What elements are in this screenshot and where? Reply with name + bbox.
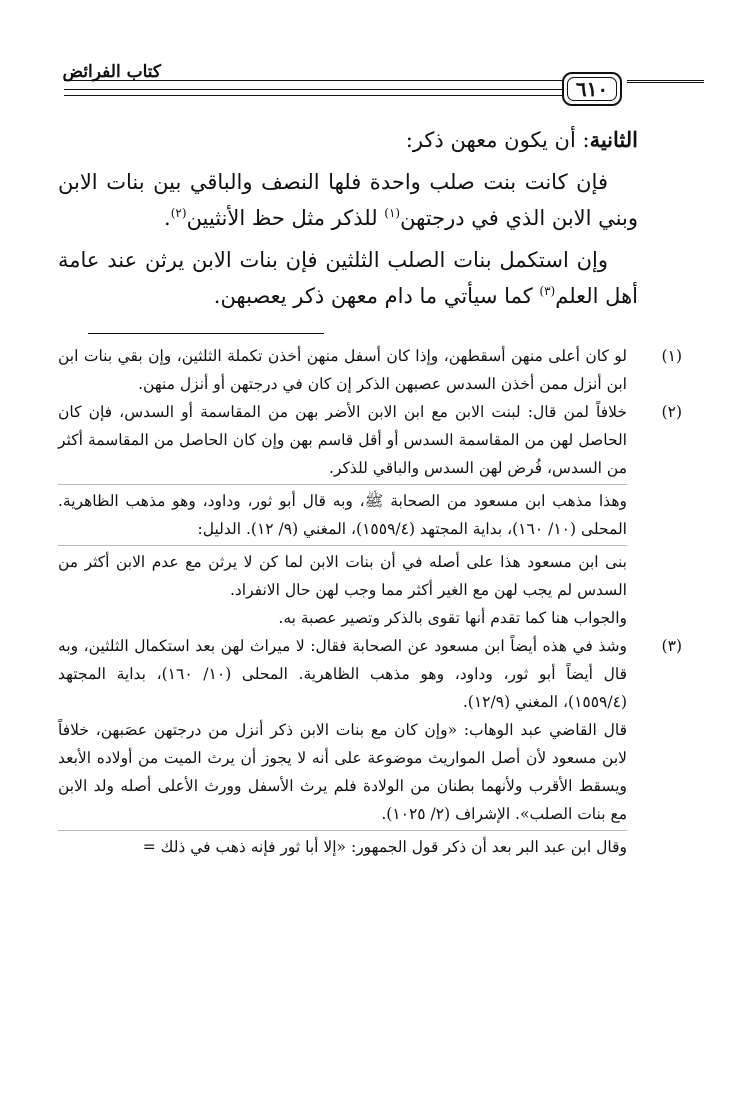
footnote-text: بنى ابن مسعود هذا على أصله في أن بنات الابن لما كن لا يرثن مع عدم الابن أكثر من السدس لم يجب لهن مع الغير أكثر مما وجب لهن حال الانفراد. <box>58 553 627 599</box>
footnote-2 <box>58 398 682 632</box>
page-number-text: ٦١٠ <box>575 77 609 101</box>
footnote-ref-1[interactable]: (١) <box>384 206 401 220</box>
paragraph-2-text-b: كما سيأتي ما دام معهن ذكر يعصبهن. <box>213 284 540 308</box>
footnote-1 <box>58 342 682 398</box>
header-rule-thin <box>64 95 582 96</box>
footnote-separator <box>88 333 324 334</box>
footnote-text: وقال ابن عبد البر بعد أن ذكر قول الجمهور: «إلا أبا ثور فإنه ذهب في ذلك = <box>142 838 627 856</box>
footnote-ref-2[interactable]: (٢) <box>170 206 187 220</box>
paragraph-2 <box>58 242 638 314</box>
footnote-number: (١) <box>661 347 682 365</box>
footnote-text: خلافاً لمن قال: لبنت الابن مع ابن الابن الأضر بهن من المقاسمة أو السدس، فإن كان الحاصل لهن من المقاسمة السدس أو أقل قاسم بهن وإن كان الحاصل من المقاسمة أكثر من السدس، فُرض لهن السدس والباقي للذكر. <box>58 403 627 477</box>
main-text <box>58 122 638 320</box>
paragraph-1-text-b: للذكر مثل حظ الأنثيين <box>186 206 385 230</box>
divider <box>58 484 627 485</box>
divider <box>58 830 627 831</box>
paragraph-1-text-a: فإن كانت بنت صلب واحدة فلها النصف والباقي بين بنات الابن وبني الابن الذي في درجتهن <box>58 170 638 230</box>
paragraph-1-text-c: . <box>164 206 171 230</box>
footnote-ref-3[interactable]: (٣) <box>539 284 556 298</box>
page-number <box>562 72 622 106</box>
footnote-text: والجواب هنا كما تقدم أنها تقوى بالذكر وتصير عصبة به. <box>278 609 627 627</box>
header-rule <box>64 80 582 90</box>
footnote-3 <box>58 632 682 861</box>
footnote-text: وشذ في هذه أيضاً ابن مسعود عن الصحابة فقال: لا ميراث لهن بعد استكمال الثلثين، وبه قال أيضاً أبو ثور، وداود، وهو مذهب الظاهرية. المحلى (١٠/ ١٦٠)، بداية المجتهد (١٥٥٩/٤)، المغني (١٢/٩). <box>58 637 627 711</box>
section-heading <box>58 122 638 158</box>
section-heading-label: الثانية <box>589 127 638 152</box>
paragraph-1 <box>58 164 638 236</box>
header-rule-short <box>627 80 704 86</box>
footnote-number: (٢) <box>661 403 682 421</box>
running-title: كتاب الفرائض <box>62 62 161 82</box>
section-heading-rest: : أن يكون معهن ذكر: <box>405 128 590 152</box>
divider <box>58 545 627 546</box>
footnote-number: (٣) <box>661 637 682 655</box>
footnotes <box>58 342 682 861</box>
footnote-text: قال القاضي عبد الوهاب: «وإن كان مع بنات الابن ذكر أنزل من درجتهن عصَبهن، خلافاً لابن مسعود لأن أصل المواريث موضوعة على أنه لا يجوز أن يرث الميت من أولاده الأبعد ويسقط الأقرب ولأنهما بطنان من الولادة فلم يرث الأسفل وورث الأعلى أصله ولد الابن مع بنات الصلب». الإشراف (٢/ ١٠٢٥). <box>58 721 627 823</box>
paragraph-2-text-a: وإن استكمل بنات الصلب الثلثين فإن بنات الابن يرثن عند عامة أهل العلم <box>58 248 638 308</box>
footnote-text: وهذا مذهب ابن مسعود من الصحابة ﷺ، وبه قال أبو ثور، وداود، وهو مذهب الظاهرية. المحلى (١٠/ ١٦٠)، بداية المجتهد (١٥٥٩/٤)، المغني (٩/ ١٢). الدليل: <box>58 492 627 538</box>
footnote-text: لو كان أعلى منهن أسقطهن، وإذا كان أسفل منهن أخذن تكملة الثلثين، وإن بقي بنات ابن ابن أنزل ممن أخذن السدس عصبهن الذكر إن كان في درجتهن أو أنزل منهن. <box>58 347 627 393</box>
